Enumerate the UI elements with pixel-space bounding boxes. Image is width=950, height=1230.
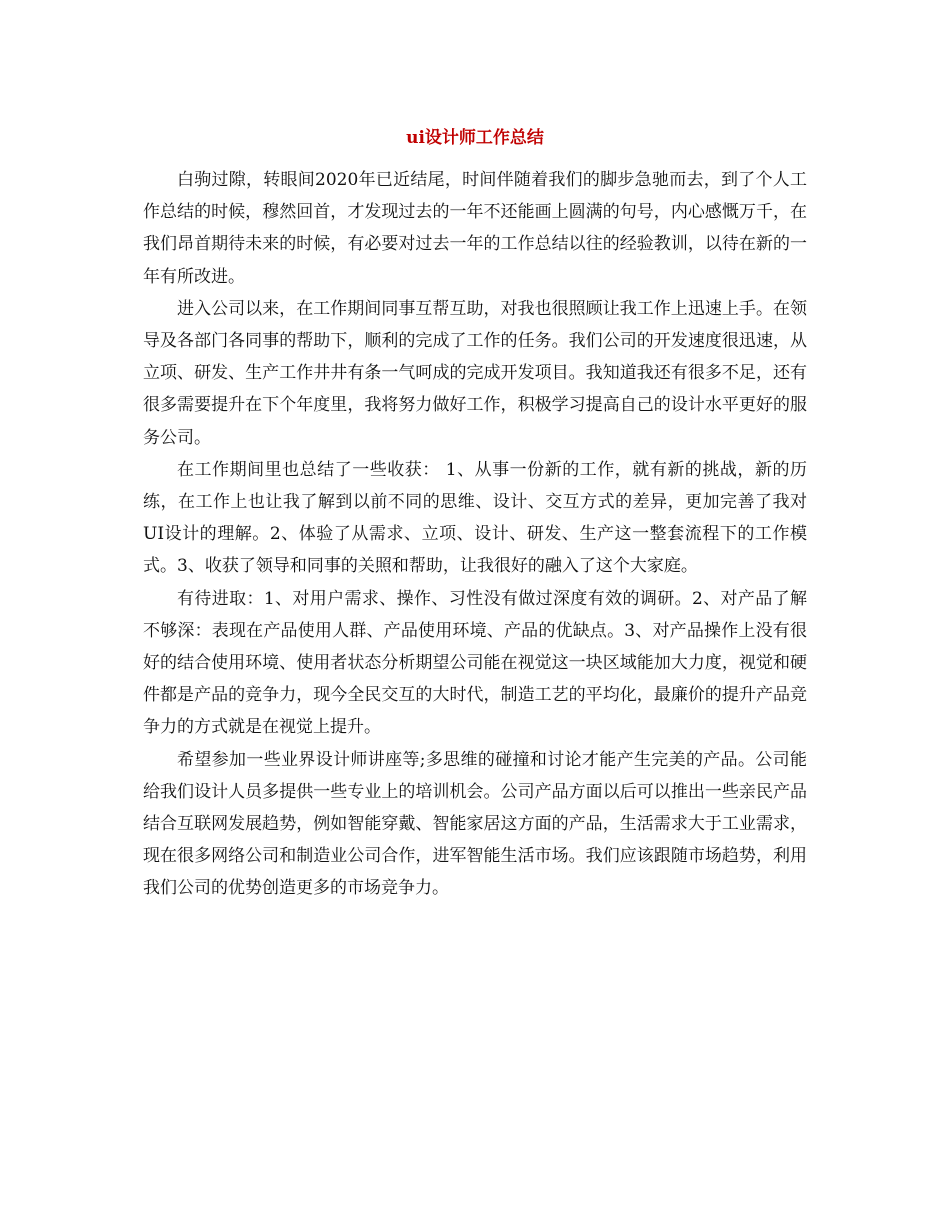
document-title: ui设计师工作总结 <box>406 128 544 148</box>
paragraph-joining-company: 进入公司以来，在工作期间同事互帮互助，对我也很照顾让我工作上迅速上手。在领导及各部门各同事的帮助下，顺利的完成了工作的任务。我们公司的开发速度很迅速，从立项、研发、生产工作井井有条一气呵成的完成开发项目。我知道我还有很多不足，还有很多需要提升在下个年度里，我将努力做好工作，积极学习提高自己的设计水平更好的服务公司。 <box>143 298 807 448</box>
paragraph-hopes: 希望参加一些业界设计师讲座等;多思维的碰撞和讨论才能产生完美的产品。公司能给我们设计人员多提供一些专业上的培训机会。公司产品方面以后可以推出一些亲民产品结合互联网发展趋势，例如智能穿戴、智能家居这方面的产品，生活需求大于工业需求，现在很多网络公司和制造业公司合作，进军智能生活市场。我们应该跟随市场趋势，利用我们公司的优势创造更多的市场竞争力。 <box>143 749 807 899</box>
paragraph-improvements: 有待进取：1、对用户需求、操作、习性没有做过深度有效的调研。2、对产品了解不够深：表现在产品使用人群、产品使用环境、产品的优缺点。3、对产品操作上没有很好的结合使用环境、使用者状态分析期望公司能在视觉这一块区域能加大力度，视觉和硬件都是产品的竞争力，现今全民交互的大时代，制造工艺的平均化，最廉价的提升产品竞争力的方式就是在视觉上提升。 <box>143 588 807 738</box>
document-body <box>143 164 807 905</box>
paragraph-intro: 白驹过隙，转眼间2020年已近结尾，时间伴随着我们的脚步急驰而去，到了个人工作总结的时候，穆然回首，才发现过去的一年不还能画上圆满的句号，内心感慨万千，在我们昂首期待未来的时候，有必要对过去一年的工作总结以往的经验教训，以待在新的一年有所改进。 <box>143 170 807 287</box>
paragraph-gains: 在工作期间里也总结了一些收获： 1、从事一份新的工作，就有新的挑战，新的历练，在工作上也让我了解到以前不同的思维、设计、交互方式的差异，更加完善了我对UI设计的理解。2、体验了从需求、立项、设计、研发、生产这一整套流程下的工作模式。3、收获了领导和同事的关照和帮助，让我很好的融入了这个大家庭。 <box>143 459 807 577</box>
